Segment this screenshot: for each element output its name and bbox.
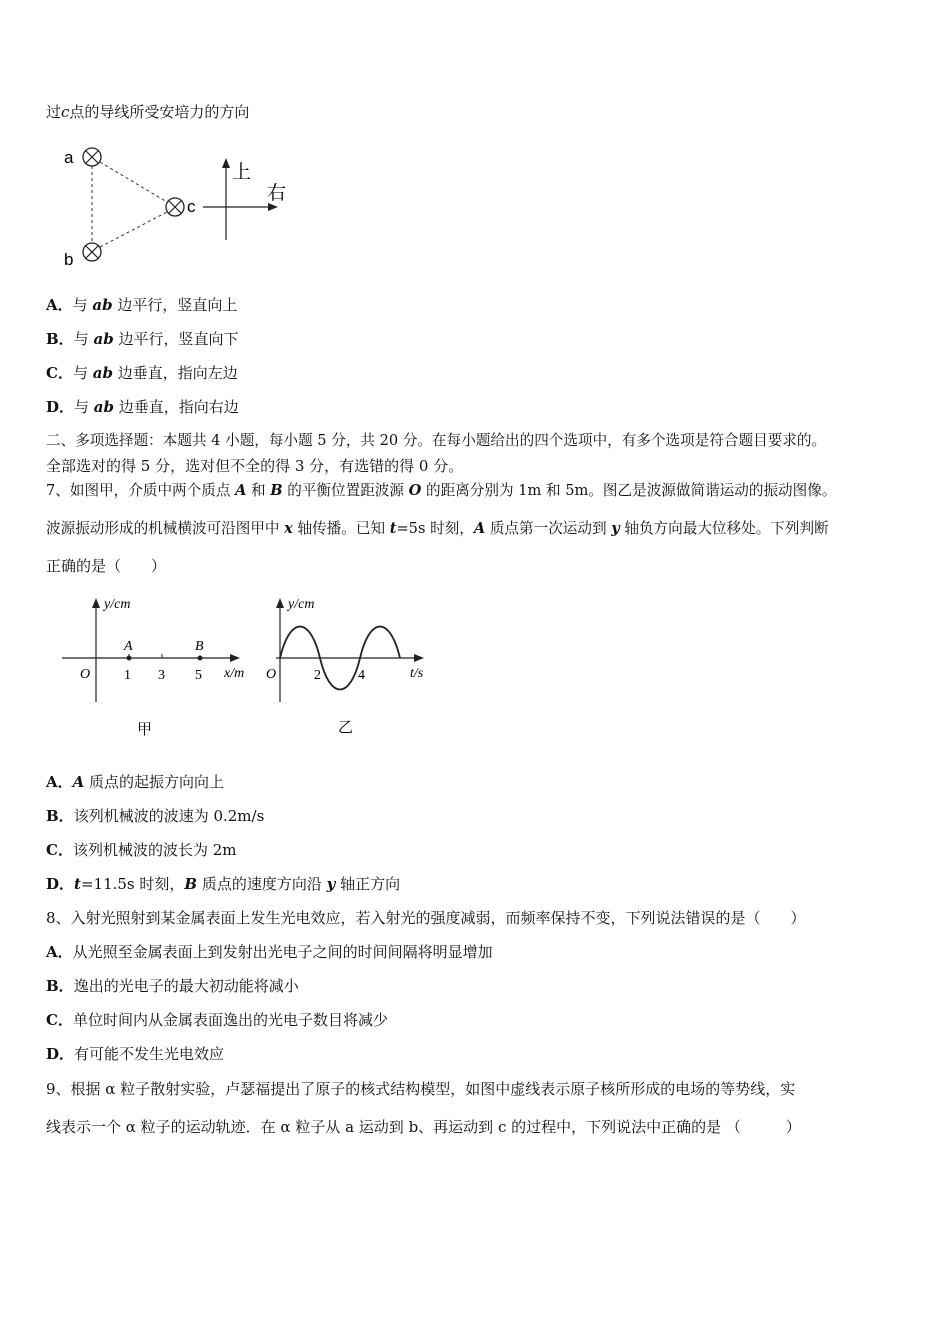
- q7-option-c[interactable]: C．该列机械波的波长为 2m: [46, 841, 237, 859]
- side-ac: [100, 162, 167, 202]
- label-right: 右: [267, 183, 287, 204]
- q8-stem: 8、入射光照射到某金属表面上发生光电效应，若入射光的强度减弱，而频率保持不变，下列说法错误的是（ ）: [46, 909, 806, 927]
- q9-stem-line2: 线表示一个 α 粒子的运动轨迹．在 α 粒子从 a 运动到 b、再运动到 c 的过程中，下列说法中正确的是 （ ）: [46, 1118, 801, 1136]
- q7-figure-jia: [58, 590, 258, 740]
- yi-x-label: t/s: [410, 666, 424, 681]
- q6-option-b[interactable]: B．与 ab 边平行，竖直向下: [46, 330, 239, 348]
- right-arrow-icon: [268, 203, 278, 211]
- yi-x-arrow-icon: [414, 654, 424, 662]
- q9-stem-line1: 9、根据 α 粒子散射实验，卢瑟福提出了原子的核式结构模型，如图中虚线表示原子核所形成的电场的等势线，实: [46, 1080, 796, 1098]
- up-arrow-icon: [222, 158, 230, 168]
- label-up: 上: [232, 162, 252, 183]
- q8-option-c[interactable]: C．单位时间内从金属表面逸出的光电子数目将减少: [46, 1011, 388, 1029]
- label-b: b: [64, 250, 74, 269]
- q6-option-d[interactable]: D．与 ab 边垂直，指向右边: [46, 398, 239, 416]
- jia-caption: 甲: [137, 722, 153, 738]
- label-c: c: [187, 197, 196, 216]
- q8-option-d[interactable]: D．有可能不发生光电效应: [46, 1045, 225, 1063]
- jia-y-label: y/cm: [104, 597, 131, 612]
- q7-option-a[interactable]: A．A 质点的起振方向向上: [46, 773, 225, 791]
- jia-label-a: A: [124, 639, 133, 654]
- q7-figure-yi: [262, 590, 442, 740]
- jia-x-arrow-icon: [230, 654, 240, 662]
- q8-option-b[interactable]: B．逸出的光电子的最大初动能将减小: [46, 977, 299, 995]
- q8-option-a[interactable]: A．从光照至金属表面上到发射出光电子之间的时间间隔将明显增加: [46, 943, 493, 961]
- q6-option-c[interactable]: C．与 ab 边垂直，指向左边: [46, 364, 238, 382]
- jia-label-b: B: [195, 639, 204, 654]
- yi-tick-label-2: 2: [314, 668, 321, 683]
- q7-stem-line2: 波源振动形成的机械横波可沿图甲中 x 轴传播。已知 t=5s 时刻，A 质点第一次运动到 y 轴负方向最大位移处。下列判断: [46, 520, 829, 537]
- jia-tick-label-5: 5: [195, 668, 202, 683]
- yi-origin: O: [266, 667, 277, 682]
- jia-x-label: x/m: [224, 666, 245, 681]
- q6-stem: 过c点的导线所受安培力的方向: [46, 103, 250, 121]
- q7-stem-line1: 7、如图甲，介质中两个质点 A 和 B 的平衡位置距波源 O 的距离分别为 1m 和 5m。图乙是波源做简谐运动的振动图像。: [46, 482, 837, 499]
- jia-origin: O: [80, 667, 91, 682]
- yi-y-label: y/cm: [288, 597, 315, 612]
- q6-figure: [58, 140, 298, 270]
- jia-tick-label-3: 3: [158, 668, 165, 683]
- q7-option-d[interactable]: D．t=11.5s 时刻，B 质点的速度方向沿 y 轴正方向: [46, 875, 401, 893]
- jia-point-a: [127, 656, 132, 661]
- wire-a: [83, 148, 101, 166]
- yi-caption: 乙: [338, 720, 354, 736]
- yi-tick-label-4: 4: [358, 668, 365, 683]
- q7-stem-line3: 正确的是（ ）: [46, 557, 167, 575]
- jia-tick-label-1: 1: [124, 668, 131, 683]
- section2-heading-line2: 全部选对的得 5 分，选对但不全的得 3 分，有选错的得 0 分。: [46, 457, 464, 475]
- jia-y-arrow-icon: [92, 598, 100, 608]
- side-bc: [100, 212, 167, 247]
- yi-y-arrow-icon: [276, 598, 284, 608]
- q6-option-a[interactable]: A．与 ab 边平行，竖直向上: [46, 296, 238, 314]
- q7-option-b[interactable]: B．该列机械波的波速为 0.2m/s: [46, 807, 265, 825]
- section2-heading-line1: 二、多项选择题：本题共 4 小题，每小题 5 分，共 20 分。在每小题给出的四个选项中，有多个选项是符合题目要求的。: [46, 432, 827, 449]
- label-a: a: [64, 148, 74, 167]
- jia-point-b: [198, 656, 203, 661]
- wire-b: [83, 243, 101, 261]
- wire-c: [166, 198, 184, 216]
